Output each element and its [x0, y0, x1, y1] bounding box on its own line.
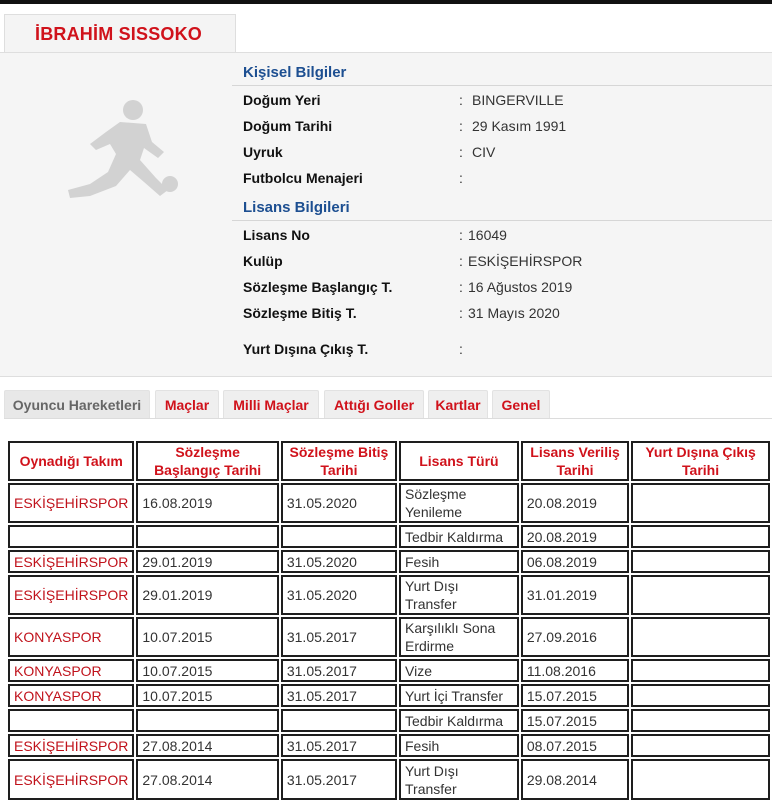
- personal-info-title: Kişisel Bilgiler: [243, 64, 347, 81]
- info-row-agent: [243, 170, 763, 190]
- abroad-exit-cell: [631, 483, 770, 523]
- contract-end-cell: 31.05.2017: [281, 684, 397, 707]
- license-type-cell: Fesih: [399, 734, 519, 757]
- info-label: Uyruk: [243, 144, 283, 160]
- contract-end-cell: 31.05.2017: [281, 759, 397, 800]
- info-colon: :: [459, 118, 463, 134]
- table-row: [8, 709, 770, 732]
- contract-start-cell: 16.08.2019: [136, 483, 278, 523]
- license-date-cell: 08.07.2015: [521, 734, 629, 757]
- license-info-divider: [232, 220, 772, 221]
- abroad-exit-cell: [631, 575, 770, 615]
- license-date-cell: 06.08.2019: [521, 550, 629, 573]
- contract-end-cell: 31.05.2020: [281, 483, 397, 523]
- abroad-exit-cell: [631, 550, 770, 573]
- info-label: Kulüp: [243, 253, 283, 269]
- player-silhouette-icon: [60, 98, 190, 208]
- team-cell[interactable]: KONYASPOR: [8, 659, 134, 682]
- license-date-cell: 15.07.2015: [521, 709, 629, 732]
- contract-end-cell: [281, 709, 397, 732]
- info-colon: :: [459, 92, 463, 108]
- license-date-cell: 11.08.2016: [521, 659, 629, 682]
- info-colon: :: [459, 341, 463, 357]
- info-value: 16049: [468, 227, 507, 243]
- info-value: ESKİŞEHİRSPOR: [468, 253, 583, 269]
- contract-start-cell: 10.07.2015: [136, 684, 278, 707]
- info-value: BINGERVILLE: [472, 92, 564, 108]
- info-colon: :: [459, 227, 463, 243]
- team-cell[interactable]: KONYASPOR: [8, 617, 134, 657]
- license-date-cell: 31.01.2019: [521, 575, 629, 615]
- contract-start-cell: 27.08.2014: [136, 734, 278, 757]
- table-row: [8, 759, 770, 800]
- team-cell[interactable]: ESKİŞEHİRSPOR: [8, 550, 134, 573]
- column-header-license-date: Lisans Veriliş Tarihi: [521, 441, 629, 481]
- info-colon: :: [459, 144, 463, 160]
- column-header-license-type: Lisans Türü: [399, 441, 519, 481]
- abroad-exit-cell: [631, 684, 770, 707]
- contract-start-cell: [136, 525, 278, 548]
- info-colon: :: [459, 305, 463, 321]
- license-type-cell: Vize: [399, 659, 519, 682]
- team-cell[interactable]: ESKİŞEHİRSPOR: [8, 575, 134, 615]
- table-row: [8, 483, 770, 523]
- info-row-club: [243, 253, 763, 273]
- info-value: 29 Kasım 1991: [472, 118, 567, 134]
- license-type-cell: Tedbir Kaldırma: [399, 709, 519, 732]
- table-row: [8, 617, 770, 657]
- abroad-exit-cell: [631, 734, 770, 757]
- team-cell: [8, 709, 134, 732]
- license-info-title: Lisans Bilgileri: [243, 199, 350, 216]
- team-cell[interactable]: ESKİŞEHİRSPOR: [8, 734, 134, 757]
- info-label: Doğum Tarihi: [243, 118, 333, 134]
- column-header-contract-end: Sözleşme Bitiş Tarihi: [281, 441, 397, 481]
- info-label: Futbolcu Menajeri: [243, 170, 363, 186]
- info-label: Sözleşme Bitiş T.: [243, 305, 357, 321]
- info-label: Yurt Dışına Çıkış T.: [243, 341, 369, 357]
- tab-player-movements[interactable]: Oyuncu Hareketleri: [4, 390, 150, 418]
- license-type-cell: Tedbir Kaldırma: [399, 525, 519, 548]
- info-label: Doğum Yeri: [243, 92, 321, 108]
- info-row-abroad-exit: [243, 341, 763, 361]
- info-colon: :: [459, 253, 463, 269]
- info-value: 31 Mayıs 2020: [468, 305, 560, 321]
- license-type-cell: Sözleşme Yenileme: [399, 483, 519, 523]
- contract-start-cell: [136, 709, 278, 732]
- column-header-team: Oynadığı Takım: [8, 441, 134, 481]
- tab-cards[interactable]: Kartlar: [428, 390, 488, 418]
- column-header-contract-start: Sözleşme Başlangıç Tarihi: [136, 441, 278, 481]
- contract-start-cell: 29.01.2019: [136, 550, 278, 573]
- contract-start-cell: 10.07.2015: [136, 617, 278, 657]
- license-date-cell: 27.09.2016: [521, 617, 629, 657]
- info-row-contract-start: [243, 279, 763, 299]
- license-date-cell: 20.08.2019: [521, 525, 629, 548]
- tab-matches[interactable]: Maçlar: [155, 390, 219, 418]
- abroad-exit-cell: [631, 709, 770, 732]
- abroad-exit-cell: [631, 759, 770, 800]
- license-type-cell: Fesih: [399, 550, 519, 573]
- team-cell[interactable]: ESKİŞEHİRSPOR: [8, 759, 134, 800]
- personal-info-divider: [232, 85, 772, 86]
- contract-end-cell: 31.05.2017: [281, 734, 397, 757]
- license-date-cell: 29.08.2014: [521, 759, 629, 800]
- info-row-nationality: [243, 144, 763, 164]
- abroad-exit-cell: [631, 659, 770, 682]
- license-type-cell: Karşılıklı Sona Erdirme: [399, 617, 519, 657]
- column-header-abroad-exit: Yurt Dışına Çıkış Tarihi: [631, 441, 770, 481]
- info-value: 16 Ağustos 2019: [468, 279, 573, 295]
- license-type-cell: Yurt Dışı Transfer: [399, 759, 519, 800]
- license-date-cell: 20.08.2019: [521, 483, 629, 523]
- contract-end-cell: 31.05.2020: [281, 575, 397, 615]
- table-row: [8, 550, 770, 573]
- contract-end-cell: 31.05.2017: [281, 659, 397, 682]
- table-row: [8, 575, 770, 615]
- contract-start-cell: 29.01.2019: [136, 575, 278, 615]
- table-row: [8, 684, 770, 707]
- team-cell[interactable]: ESKİŞEHİRSPOR: [8, 483, 134, 523]
- license-type-cell: Yurt Dışı Transfer: [399, 575, 519, 615]
- info-row-birthdate: [243, 118, 763, 138]
- tab-national-matches[interactable]: Milli Maçlar: [223, 390, 319, 418]
- tab-goals[interactable]: Attığı Goller: [324, 390, 424, 418]
- team-cell[interactable]: KONYASPOR: [8, 684, 134, 707]
- table-row: [8, 525, 770, 548]
- contract-start-cell: 10.07.2015: [136, 659, 278, 682]
- contract-end-cell: 31.05.2017: [281, 617, 397, 657]
- team-cell: [8, 525, 134, 548]
- license-date-cell: 15.07.2015: [521, 684, 629, 707]
- contract-end-cell: 31.05.2020: [281, 550, 397, 573]
- top-bar: [0, 0, 772, 4]
- table-row: [8, 659, 770, 682]
- tab-general[interactable]: Genel: [492, 390, 550, 418]
- contract-end-cell: [281, 525, 397, 548]
- info-label: Sözleşme Başlangıç T.: [243, 279, 393, 295]
- info-colon: :: [459, 279, 463, 295]
- movements-panel: [4, 418, 772, 800]
- info-row-license-no: [243, 227, 763, 247]
- profile-panel: [0, 52, 772, 377]
- table-header-row: [8, 441, 770, 481]
- contract-start-cell: 27.08.2014: [136, 759, 278, 800]
- abroad-exit-cell: [631, 617, 770, 657]
- info-row-birthplace: [243, 92, 763, 112]
- movements-table: [6, 439, 772, 802]
- info-colon: :: [459, 170, 463, 186]
- info-value: CIV: [472, 144, 496, 160]
- player-name-tab: [4, 14, 236, 52]
- table-row: [8, 734, 770, 757]
- license-type-cell: Yurt İçi Transfer: [399, 684, 519, 707]
- info-label: Lisans No: [243, 227, 310, 243]
- player-name: İBRAHİM SISSOKO: [35, 24, 203, 44]
- abroad-exit-cell: [631, 525, 770, 548]
- info-row-contract-end: [243, 305, 763, 325]
